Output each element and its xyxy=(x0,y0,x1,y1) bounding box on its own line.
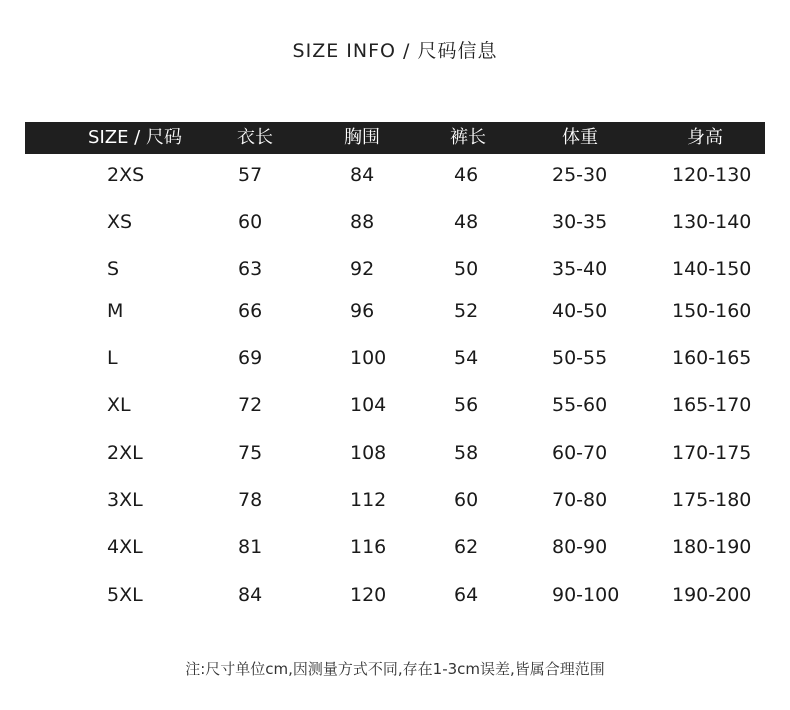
cell-length: 63 xyxy=(238,258,263,280)
cell-height: 150-160 xyxy=(672,300,752,322)
cell-length: 84 xyxy=(238,584,263,606)
cell-height: 160-165 xyxy=(672,347,752,369)
cell-weight: 40-50 xyxy=(552,300,608,322)
cell-length: 78 xyxy=(238,489,263,511)
header-size: SIZE / 尺码 xyxy=(88,127,182,148)
table-row xyxy=(25,296,765,326)
cell-height: 120-130 xyxy=(672,164,752,186)
cell-size: 4XL xyxy=(107,536,143,558)
header-chest: 胸围 xyxy=(344,127,380,148)
measurement-note: 注:尺寸单位cm,因测量方式不同,存在1-3cm误差,皆属合理范围 xyxy=(185,660,605,678)
cell-weight: 90-100 xyxy=(552,584,620,606)
cell-pants-length: 62 xyxy=(454,536,479,558)
cell-chest: 112 xyxy=(350,489,387,511)
cell-height: 165-170 xyxy=(672,394,752,416)
cell-height: 170-175 xyxy=(672,442,752,464)
cell-height: 190-200 xyxy=(672,584,752,606)
cell-pants-length: 50 xyxy=(454,258,479,280)
cell-length: 81 xyxy=(238,536,263,558)
table-row xyxy=(25,160,765,190)
cell-chest: 104 xyxy=(350,394,387,416)
cell-pants-length: 64 xyxy=(454,584,479,606)
cell-pants-length: 54 xyxy=(454,347,479,369)
header-height: 身高 xyxy=(687,127,723,148)
table-row xyxy=(25,390,765,420)
cell-size: XL xyxy=(107,394,131,416)
cell-height: 130-140 xyxy=(672,211,752,233)
table-row xyxy=(25,254,765,284)
header-pants-length: 裤长 xyxy=(450,127,486,148)
cell-height: 140-150 xyxy=(672,258,752,280)
cell-size: XS xyxy=(107,211,133,233)
cell-weight: 60-70 xyxy=(552,442,608,464)
cell-chest: 116 xyxy=(350,536,387,558)
cell-size: L xyxy=(107,347,118,369)
cell-length: 60 xyxy=(238,211,263,233)
cell-length: 75 xyxy=(238,442,263,464)
cell-pants-length: 52 xyxy=(454,300,479,322)
table-row xyxy=(25,207,765,237)
cell-size: 2XL xyxy=(107,442,143,464)
cell-length: 69 xyxy=(238,347,263,369)
cell-chest: 84 xyxy=(350,164,375,186)
table-row xyxy=(25,532,765,562)
cell-weight: 25-30 xyxy=(552,164,608,186)
cell-weight: 50-55 xyxy=(552,347,608,369)
cell-pants-length: 58 xyxy=(454,442,479,464)
page-title: SIZE INFO / 尺码信息 xyxy=(292,40,498,62)
cell-weight: 30-35 xyxy=(552,211,608,233)
cell-size: 5XL xyxy=(107,584,143,606)
cell-weight: 55-60 xyxy=(552,394,608,416)
cell-size: 2XS xyxy=(107,164,145,186)
header-length: 衣长 xyxy=(237,127,273,148)
cell-length: 66 xyxy=(238,300,263,322)
cell-weight: 35-40 xyxy=(552,258,608,280)
cell-chest: 100 xyxy=(350,347,387,369)
cell-weight: 80-90 xyxy=(552,536,608,558)
cell-chest: 92 xyxy=(350,258,375,280)
cell-chest: 96 xyxy=(350,300,375,322)
header-weight: 体重 xyxy=(562,127,598,148)
cell-weight: 70-80 xyxy=(552,489,608,511)
table-row xyxy=(25,580,765,610)
cell-pants-length: 60 xyxy=(454,489,479,511)
cell-height: 175-180 xyxy=(672,489,752,511)
cell-height: 180-190 xyxy=(672,536,752,558)
table-row xyxy=(25,438,765,468)
cell-length: 57 xyxy=(238,164,263,186)
table-header xyxy=(25,122,765,154)
cell-chest: 88 xyxy=(350,211,375,233)
cell-pants-length: 56 xyxy=(454,394,479,416)
cell-length: 72 xyxy=(238,394,263,416)
cell-size: S xyxy=(107,258,120,280)
cell-chest: 120 xyxy=(350,584,387,606)
cell-chest: 108 xyxy=(350,442,387,464)
cell-pants-length: 46 xyxy=(454,164,479,186)
cell-pants-length: 48 xyxy=(454,211,479,233)
cell-size: M xyxy=(107,300,124,322)
cell-size: 3XL xyxy=(107,489,143,511)
table-row xyxy=(25,343,765,373)
table-row xyxy=(25,485,765,515)
